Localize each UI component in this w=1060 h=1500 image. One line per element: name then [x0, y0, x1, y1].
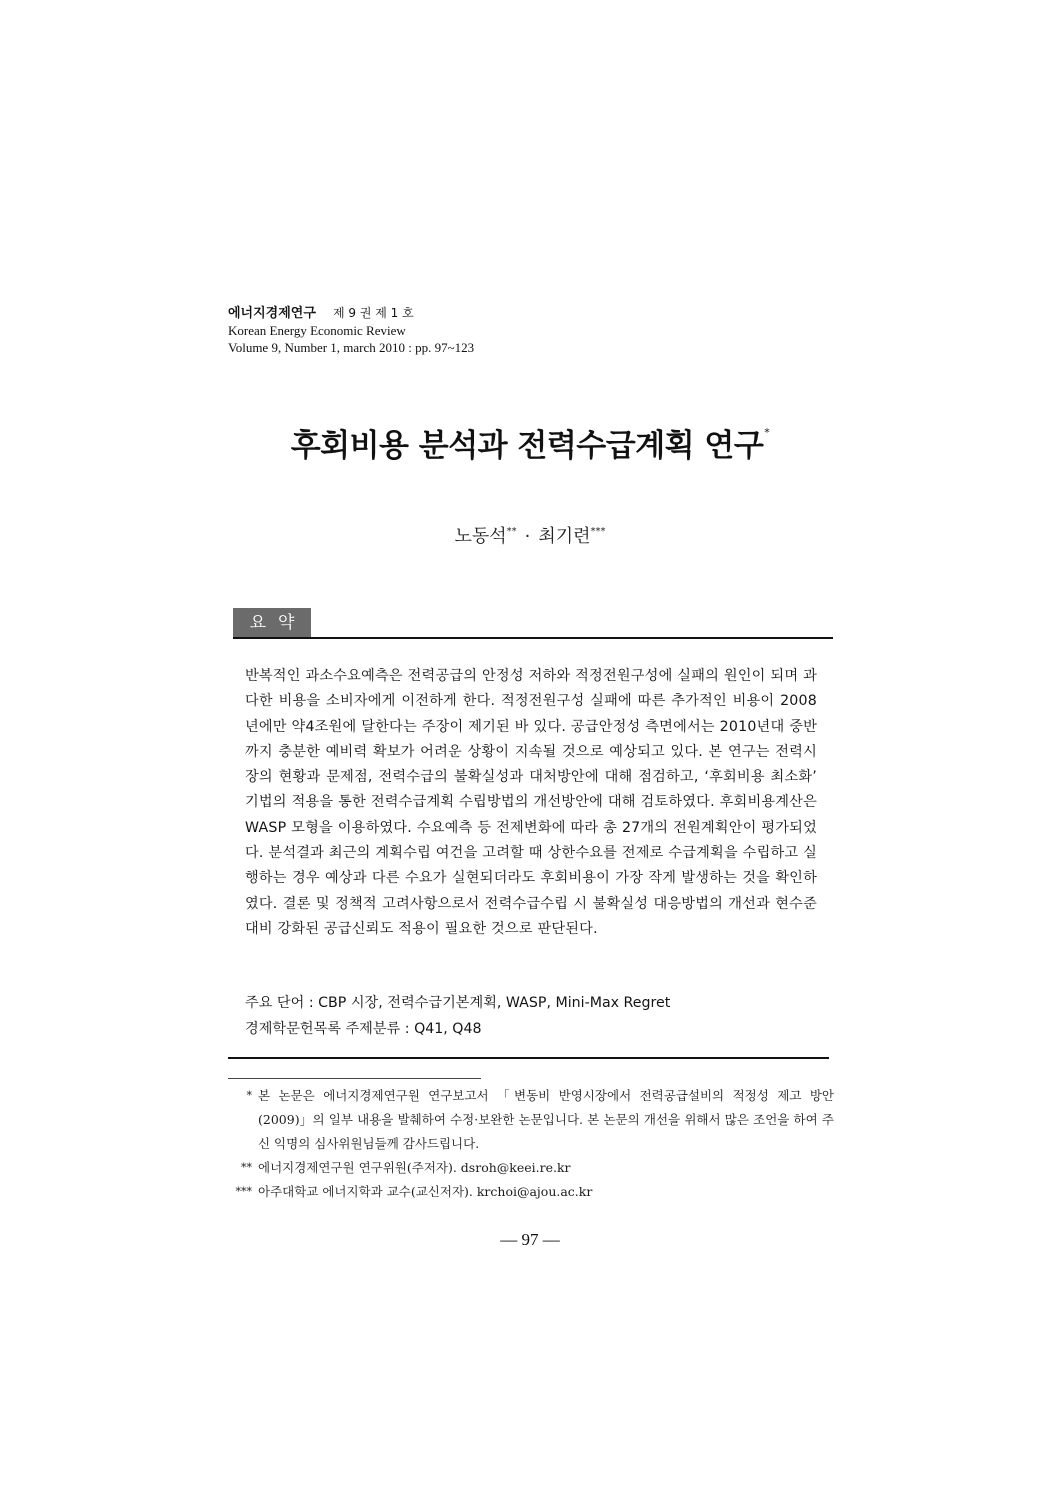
footnote-text: 아주대학교 에너지학과 교수(교신저자). krchoi@ajou.ac.kr — [258, 1184, 593, 1199]
footnote-mark: *** — [235, 1185, 252, 1198]
author-1-mark: ** — [506, 526, 517, 537]
journal-volume-en: Volume 9, Number 1, march 2010 : pp. 97~123 — [228, 340, 475, 355]
abstract-body: 반복적인 과소수요예측은 전력공급의 안정성 저하와 적정전원구성에 실패의 원인이 되며 과다한 비용을 소비자에게 이전하게 한다. 적정전원구성 실패에 따른 추가적인 비용이 2008년에만 약4조원에 달한다는 주장이 제기된 바 있다. 공급안정성 측면에서는 2010년대 중반까지 충분한 예비력 확보가 어려운 상황이 지속될 것으로 예상되고 있다. 본 연구는 전력시장의 현황과 문제점, 전력수급의 불확실성과 대처방안에 대해 점검하고, ‘후회비용 최소화’ 기법의 적용을 통한 전력수급계획 수립방법의 개선방안에 대해 검토하였다. 후회비용계산은 WASP 모형을 이용하였다. 수요예측 등 전제변화에 따라 총 27개의 전원계획안이 평가되었다. 분석결과 최근의 계획수립 여건을 고려할 때 상한수요를 전제로 수급계획을 수립하고 실행하는 경우 예상과 다른 수요가 실현되더라도 후회비용이 가장 작게 발생하는 것을 확인하였다. 결론 및 정책적 고려사항으로서 전력수급수립 시 불확실성 대응방법의 개선과 현수준 대비 강화된 공급신뢰도 적용이 필요한 것으로 판단된다. — [245, 668, 817, 937]
footnote-item — [228, 1084, 834, 1156]
author-2-name: 최기련 — [538, 526, 591, 547]
author-separator: · — [524, 526, 531, 547]
footnote-text: 에너지경제연구원 연구위원(주저자). dsroh@keei.re.kr — [258, 1160, 571, 1175]
footnotes — [228, 1084, 834, 1204]
page-number: — 97 — — [500, 1230, 560, 1249]
keywords-block — [245, 991, 825, 1042]
paper-title-text: 후회비용 분석과 전력수급계획 연구 — [290, 428, 764, 464]
journal-name-en: Korean Energy Economic Review — [228, 323, 406, 338]
keywords: 주요 단어 : CBP 시장, 전력수급기본계획, WASP, Mini-Max Regret — [245, 995, 671, 1011]
paper-title — [0, 420, 1060, 465]
journal-header — [228, 303, 474, 356]
abstract-bottom-rule — [228, 1057, 829, 1059]
footnote-text: 본 논문은 에너지경제연구원 연구보고서 「변동비 반영시장에서 전력공급설비의 적정성 제고 방안(2009)」의 일부 내용을 발췌하여 수정·보완한 논문입니다. 본 논문의 개선을 위해서 많은 조언을 하여 주신 익명의 심사위원님들께 감사드립니다. — [258, 1088, 834, 1151]
author-1-name: 노동석 — [454, 526, 507, 547]
footnote-rule — [228, 1078, 481, 1079]
abstract-top-rule — [233, 637, 833, 639]
jel-classification: 경제학문헌목록 주제분류 : Q41, Q48 — [245, 1020, 482, 1037]
footnote-mark: * — [246, 1089, 252, 1102]
title-footnote-mark: * — [764, 426, 770, 439]
journal-name-ko: 에너지경제연구 — [228, 306, 316, 321]
footnote-item — [228, 1180, 834, 1204]
footnote-item — [228, 1156, 834, 1180]
authors — [0, 522, 1060, 548]
footnote-mark: ** — [241, 1161, 252, 1174]
author-2-mark: *** — [590, 526, 606, 537]
journal-issue-ko: 제 9 권 제 1 호 — [333, 306, 414, 320]
abstract-heading: 요약 — [233, 608, 311, 638]
